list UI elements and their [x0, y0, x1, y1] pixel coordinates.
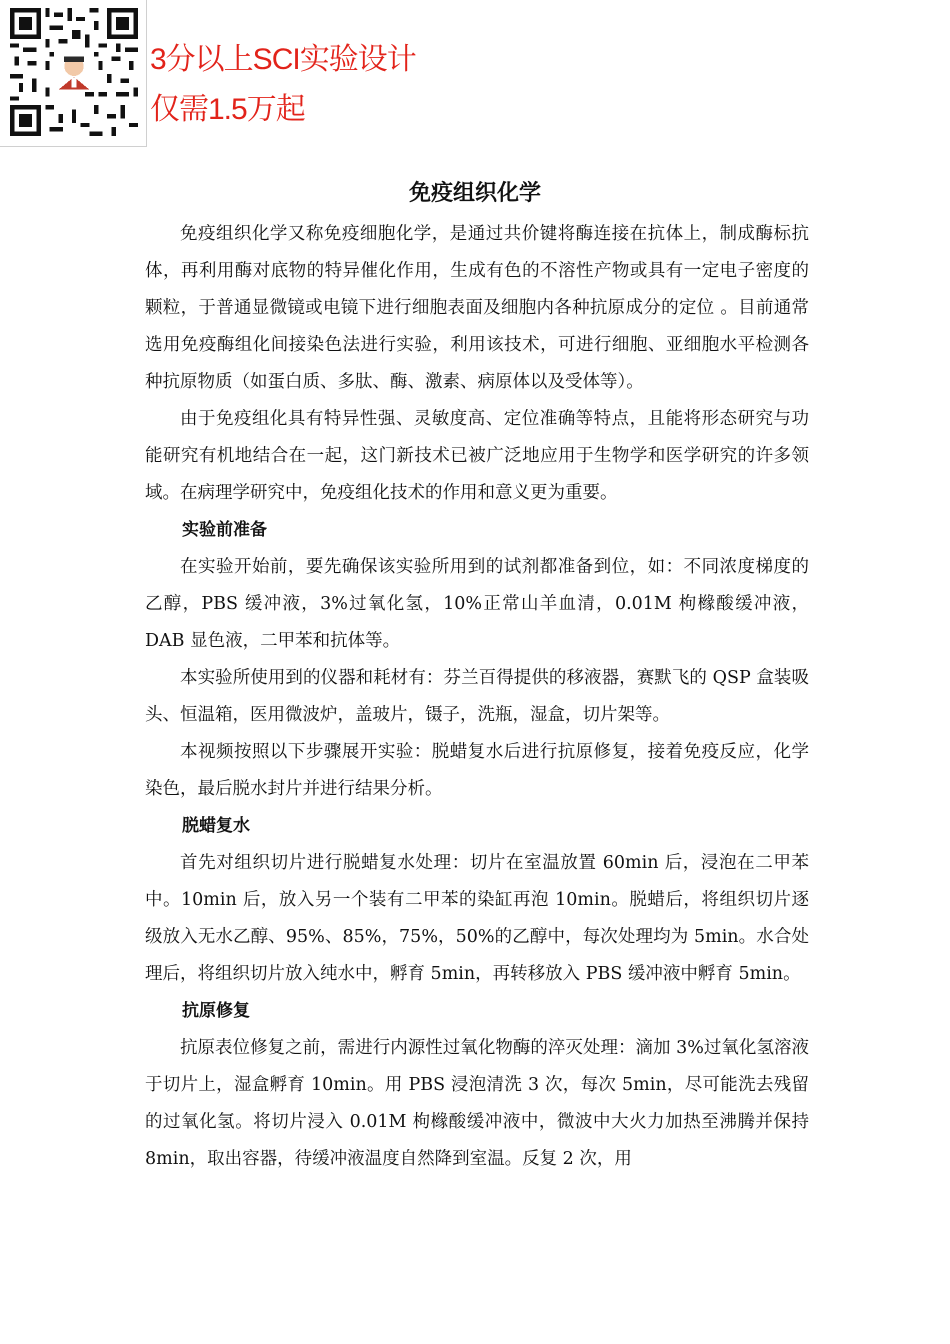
section-paragraph: 抗原表位修复之前，需进行内源性过氧化物酶的淬灭处理：滴加 3%过氧化氢溶液于切片上，湿盒孵育 10min。用 PBS 浸泡清洗 3 次，每次 5min，尽可能洗去残留的过氧化氢。将切片浸入 0.01M 枸橼酸缓冲液中，微波中大火力加热至沸腾并保持 8min，取出容器，待缓冲液温度自然降到室温。反复 2 次，用: [145, 1038, 809, 1169]
intro-paragraph: 由于免疫组化具有特异性强、灵敏度高、定位准确等特点，且能将形态研究与功能研究有机地结合在一起，这门新技术已被广泛地应用于生物学和医学研究的许多领域。在病理学研究中，免疫组化技术的作用和意义更为重要。: [145, 409, 809, 503]
section-paragraph: 首先对组织切片进行脱蜡复水处理：切片在室温放置 60min 后，浸泡在二甲苯中。10min 后，放入另一个装有二甲苯的染缸再泡 10min。脱蜡后，将组织切片逐级放入无水乙醇、95%、85%，75%，50%的乙醇中，每次处理均为 5min。水合处理后，将组织切片放入纯水中，孵育 5min，再转移放入 PBS 缓冲液中孵育 5min。: [145, 853, 809, 984]
intro-paragraph: 免疫组织化学又称免疫细胞化学，是通过共价键将酶连接在抗体上，制成酶标抗体，再利用酶对底物的特异催化作用，生成有色的不溶性产物或具有一定电子密度的颗粒，于普通显微镜或电镜下进行细胞表面及细胞内各种抗原成分的定位 。目前通常选用免疫酶组化间接染色法进行实验，利用该技术，可进行细胞、亚细胞水平检测各种抗原物质（如蛋白质、多肽、酶、激素、病原体以及受体等）。: [145, 224, 809, 392]
ad-qr-box: [0, 0, 147, 147]
document-body: [145, 216, 809, 1178]
section-paragraph: 在实验开始前，要先确保该实验所用到的试剂都准备到位，如：不同浓度梯度的乙醇，PBS 缓冲液，3%过氧化氢，10%正常山羊血清，0.01M 枸橼酸缓冲液，DAB 显色液，二甲苯和抗体等。: [145, 557, 809, 651]
section-heading-antigen-retrieval: 抗原修复: [182, 1001, 250, 1021]
section-paragraph: 本实验所使用到的仪器和耗材有：芬兰百得提供的移液器，赛默飞的 QSP 盒装吸头、恒温箱，医用微波炉，盖玻片，镊子，洗瓶，湿盒，切片架等。: [145, 668, 809, 725]
ad-price-line: 仅需1.5万起: [150, 93, 305, 126]
section-paragraph: 本视频按照以下步骤展开实验：脱蜡复水后进行抗原修复，接着免疫反应，化学染色，最后脱水封片并进行结果分析。: [145, 742, 809, 799]
section-heading-dewaxing: 脱蜡复水: [182, 816, 250, 836]
qr-code-icon: [10, 8, 138, 136]
ad-headline: 3分以上SCI实验设计: [150, 43, 416, 76]
section-heading-preparation: 实验前准备: [182, 520, 267, 540]
document-title: 免疫组织化学: [408, 181, 541, 206]
